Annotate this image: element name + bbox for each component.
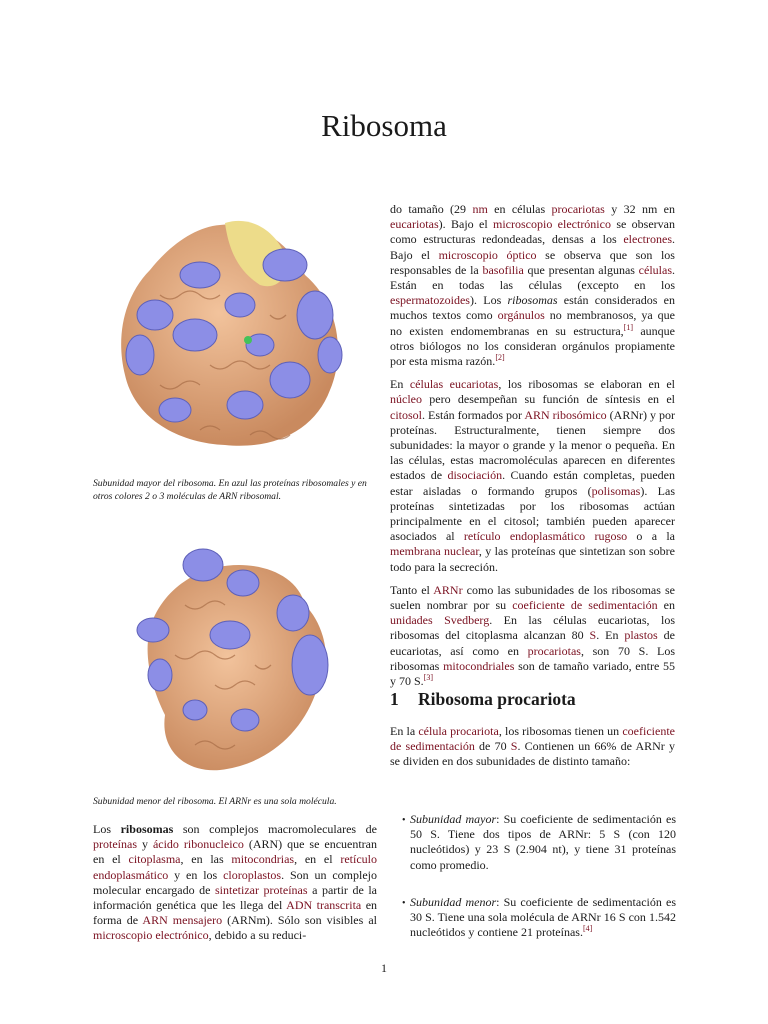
ribosome-small-subunit-image (125, 535, 345, 780)
intro-paragraph-right: do tamaño (29 nm en células procariotas y 32 nm en eucariotas). Bajo el microscopio electrónico se observan como estructuras redondeadas, densas a los electrones. Bajo el microscopio óptico se observa que son los responsables de la basofilia que presentan algunas células. Están en todas las células (excepto en los espermatozoides). Los ribosomas están considerados en muchos textos como orgánulos no membranosos, ya que no existen endomembranas en su estructura,[1] aunque otros biólogos no los consideran orgánulos propiamente por esta misma razón.[2] En células eucariotas, los ribosomas se elaboran en el núcleo pero desempeñan su función de síntesis en el citosol. Están formados por ARN ribosómico (ARNr) y por proteínas. Estructuralmente, tienen siempre dos subunidades: la mayor o grande y la menor o pequeña. En las células, estas macromoléculas aparecen en diferentes estados de disociación. Cuando están completas, pueden estar aisladas o formando grupos (polisomas). Las proteínas sintetizadas por los ribosomas actúan principalmente en el citosol; también pueden aparecer asociados al retículo endoplasmático rugoso o a la membrana nuclear, y las proteínas que sintetizan son sobre todo para la secreción. Tanto el ARNr como las subunidades de los ribosomas se suelen nombrar por su coeficiente de sedimentación en unidades Svedberg. En las células eucariotas, los ribosomas del citoplasma alcanzan 80 S. En plastos de eucariotas, así como en procariotas, son 70 S. Los ribosomas mitocondriales son de tamaño variado, entre 55 y 70 S.[3] (390, 202, 676, 689)
bullet-list-1 (390, 812, 676, 873)
list-item: • Subunidad mayor: Su coeficiente de sedimentación es 50 S. Tiene dos tipos de ARNr: 5 S (con 120 nucleótidos) y 23 S (2.904 nt), y tiene 31 proteínas como promedio. (402, 812, 676, 872)
section-paragraph: En la célula procariota, los ribosomas tienen un coeficiente de sedimentación de 70 S. Contienen un 66% de ARNr y se dividen en dos subunidades de distinto tamaño: (390, 724, 675, 769)
ribosome-large-subunit-image (100, 205, 350, 465)
figure-2-caption: Subunidad menor del ribosoma. El ARNr es una sola molécula. (93, 796, 337, 807)
section-number: 1 (390, 689, 399, 709)
bullet-list-2 (390, 895, 676, 941)
page-title: Ribosoma (321, 108, 447, 143)
intro-paragraph-left: Los ribosomas son complejos macromoleculares de proteínas y ácido ribonucleico (ARN) que se encuentran en el citoplasma, en las mitocondrias, en el retículo endoplasmático y en los cloroplastos. Son un complejo molecular encargado de sintetizar proteínas a partir de la información genética que les llega del ADN transcrita en forma de ARN mensajero (ARNm). Sólo son visibles al microscopio electrónico, debido a su reduci- (93, 822, 378, 943)
list-item: • Subunidad menor: Su coeficiente de sedimentación es 30 S. Tiene una sola molécula de ARNr 16 S con 1.542 nucleótidos y contiene 21 proteínas.[4] (402, 895, 676, 940)
section-title: Ribosoma procariota (418, 689, 576, 709)
page-number: 1 (381, 961, 387, 975)
section-heading (390, 689, 680, 710)
figure-1-caption: Subunidad mayor del ribosoma. En azul las proteínas ribosomales y en otros colores 2 o 3 moléculas de ARN ribosomal. (93, 478, 367, 502)
